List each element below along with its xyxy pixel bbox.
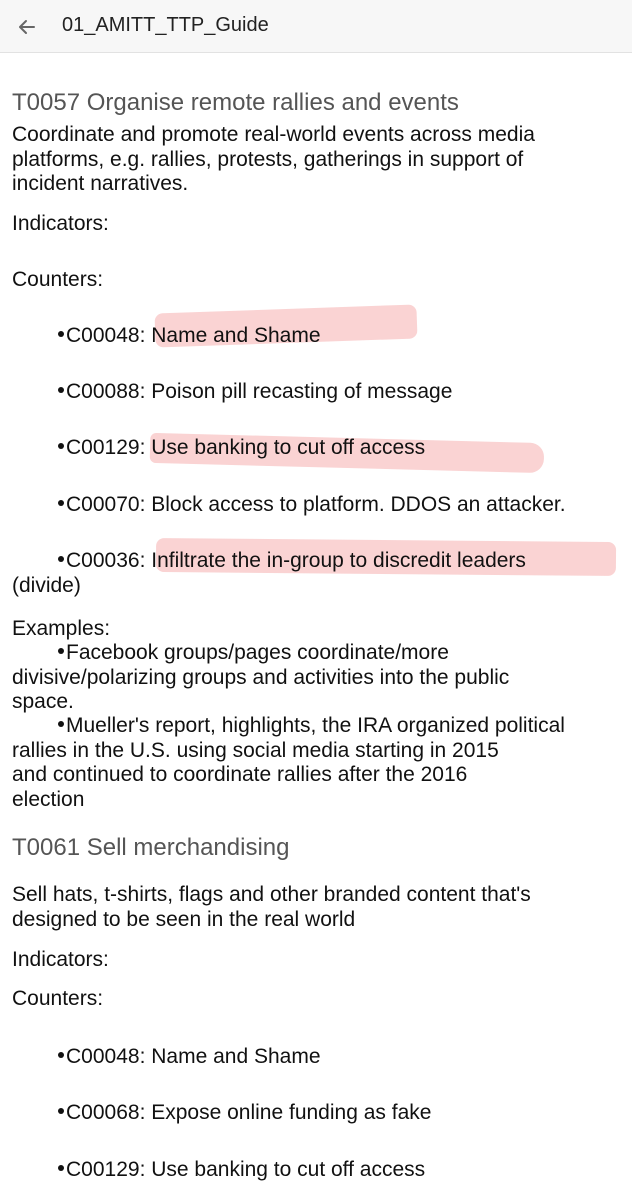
counter-text: : Use banking to cut off access (139, 436, 426, 459)
bullet-icon (58, 387, 64, 393)
bullet-icon (58, 1108, 64, 1114)
description-line: designed to be seen in the real world (12, 907, 356, 931)
back-button[interactable] (8, 8, 46, 46)
examples-label: Examples: (12, 617, 111, 640)
counter-code: C00129 (66, 1158, 140, 1181)
counter-item (58, 549, 526, 574)
counter-text: : Use banking to cut off access (139, 1158, 426, 1181)
counter-code: C00088 (66, 380, 140, 403)
counters-label: Counters: (12, 987, 104, 1010)
example-item (12, 641, 510, 715)
counter-item (58, 493, 566, 518)
bullet-icon (58, 500, 64, 506)
bullet-icon (58, 648, 64, 654)
counter-item (58, 1045, 321, 1070)
counter-text: : Poison pill recasting of message (139, 380, 453, 403)
counter-code: C00129 (66, 436, 140, 459)
bullet-icon (58, 721, 64, 727)
example-text: Facebook groups/pages coordinate/more (66, 641, 449, 664)
counter-text: : Expose online funding as fake (139, 1101, 432, 1124)
counter-text: : Name and Shame (139, 324, 321, 347)
counter-text: : Name and Shame (139, 1045, 321, 1068)
example-text: divisive/polarizing groups and activities into the public (12, 665, 510, 689)
example-text: and continued to coordinate rallies after the 2016 (12, 763, 468, 786)
document-title: 01_AMITT_TTP_Guide (62, 14, 269, 36)
counter-code: C00048 (66, 324, 140, 347)
description-line: incident narratives. (12, 172, 189, 195)
description-line: Sell hats, t-shirts, flags and other branded content that's (12, 883, 531, 906)
counter-item (58, 1101, 431, 1126)
section-heading-t0057: T0057 Organise remote rallies and events (12, 89, 459, 116)
example-text: rallies in the U.S. using social media starting in 2015 (12, 738, 499, 762)
bullet-icon (58, 1165, 64, 1171)
example-text: space. (12, 690, 74, 713)
example-text: Mueller's report, highlights, the IRA organized political (66, 714, 565, 737)
example-item (12, 714, 565, 812)
counter-item (58, 1158, 425, 1183)
bullet-icon (58, 556, 64, 562)
description-line: Coordinate and promote real-world events across media (12, 123, 535, 146)
counters-label: Counters: (12, 268, 104, 291)
counter-code: C00068 (66, 1101, 140, 1124)
bullet-icon (58, 331, 64, 337)
indicators-label: Indicators: (12, 948, 109, 971)
bullet-icon (58, 1052, 64, 1058)
counter-text: : Block access to platform. DDOS an attacker. (139, 493, 566, 516)
description-line: platforms, e.g. rallies, protests, gatherings in support of (12, 147, 524, 171)
counter-item (58, 380, 452, 405)
counter-code: C00036 (66, 549, 140, 572)
indicators-label: Indicators: (12, 212, 109, 235)
counter-item (58, 324, 321, 349)
bullet-icon (58, 443, 64, 449)
section-heading-t0061: T0061 Sell merchandising (12, 834, 290, 861)
arrow-left-icon (17, 17, 37, 37)
example-text: election (12, 787, 85, 811)
counter-code: C00070 (66, 493, 140, 516)
counter-code: C00048 (66, 1045, 140, 1068)
app-bar (0, 0, 632, 53)
counter-continuation: (divide) (12, 574, 81, 597)
counter-item (58, 436, 425, 461)
counter-text: : Infiltrate the in-group to discredit leaders (139, 549, 526, 572)
